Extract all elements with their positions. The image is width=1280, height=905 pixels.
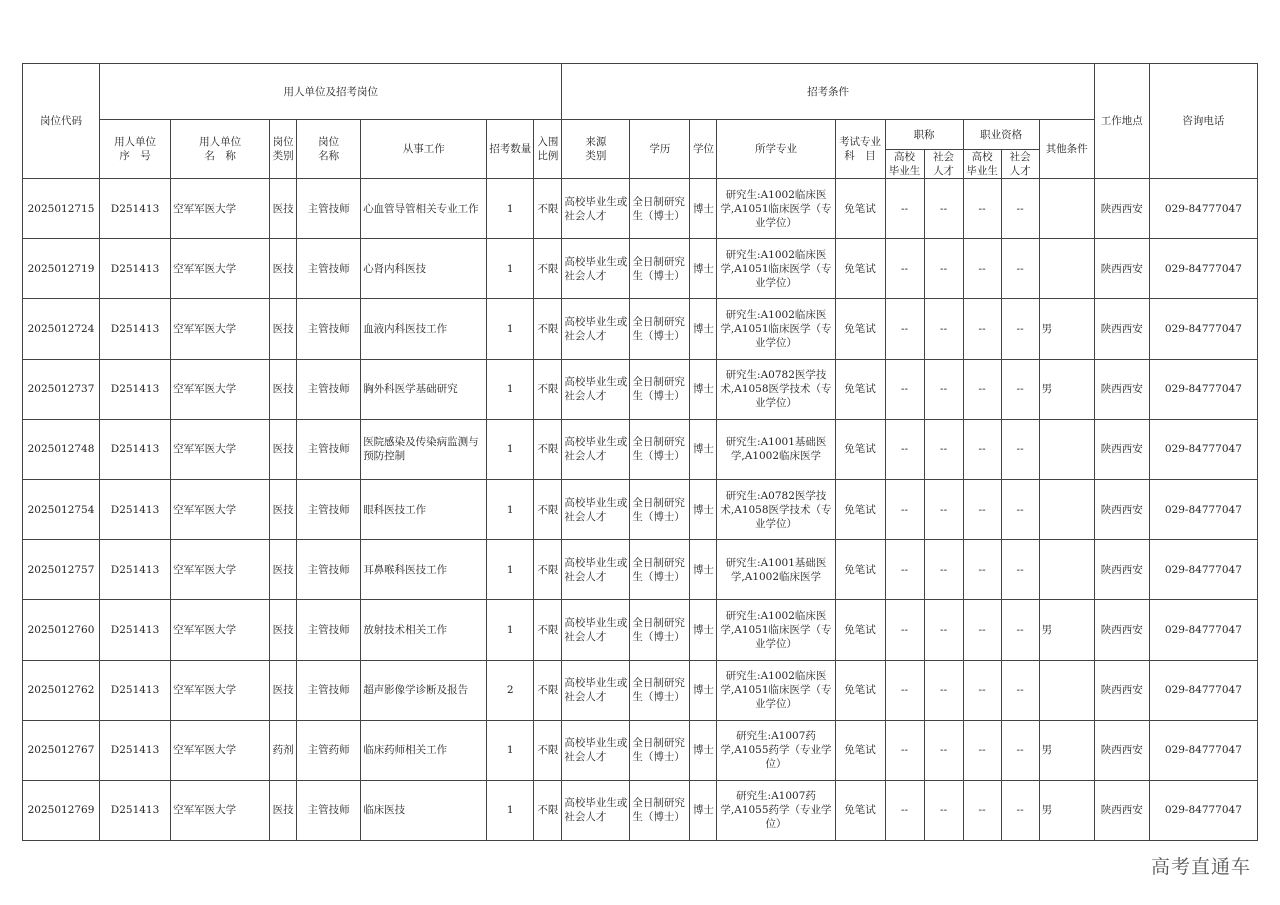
cell-unit-no: D251413 <box>100 720 171 780</box>
cell-post: 主管技师 <box>297 239 361 299</box>
cell-loc: 陕西西安 <box>1094 479 1149 539</box>
header-qual-grad: 高校 毕业生 <box>963 150 1001 179</box>
cell-major: 研究生:A1001基础医学,A1002临床医学 <box>717 540 835 600</box>
cell-source: 高校毕业生或社会人才 <box>562 179 630 239</box>
cell-post: 主管技师 <box>297 540 361 600</box>
cell-edu: 全日制研究生（博士） <box>630 660 690 720</box>
cell-exam: 免笔试 <box>835 540 885 600</box>
cell-q2: -- <box>1001 479 1039 539</box>
cell-unit-no: D251413 <box>100 479 171 539</box>
cell-source: 高校毕业生或社会人才 <box>562 720 630 780</box>
cell-q2: -- <box>1001 660 1039 720</box>
cell-unit: 空军军医大学 <box>171 479 270 539</box>
header-post-type: 岗位 类别 <box>270 120 297 179</box>
cell-unit-no: D251413 <box>100 299 171 359</box>
cell-t2: -- <box>924 419 963 479</box>
cell-q1: -- <box>963 540 1001 600</box>
header-location: 工作地点 <box>1094 64 1149 179</box>
header-qual-social: 社会 人才 <box>1001 150 1039 179</box>
cell-loc: 陕西西安 <box>1094 600 1149 660</box>
cell-t1: -- <box>885 359 924 419</box>
table-row <box>23 239 1258 299</box>
cell-source: 高校毕业生或社会人才 <box>562 479 630 539</box>
cell-type: 医技 <box>270 600 297 660</box>
cell-other: 男 <box>1039 359 1094 419</box>
cell-count: 1 <box>487 479 534 539</box>
cell-phone: 029-84777047 <box>1149 179 1257 239</box>
cell-source: 高校毕业生或社会人才 <box>562 780 630 840</box>
cell-source: 高校毕业生或社会人才 <box>562 540 630 600</box>
cell-work: 心肾内科医技 <box>361 239 487 299</box>
cell-source: 高校毕业生或社会人才 <box>562 299 630 359</box>
cell-code: 2025012719 <box>23 239 100 299</box>
cell-edu: 全日制研究生（博士） <box>630 299 690 359</box>
cell-edu: 全日制研究生（博士） <box>630 479 690 539</box>
cell-ratio: 不限 <box>534 780 562 840</box>
cell-t1: -- <box>885 419 924 479</box>
cell-q1: -- <box>963 600 1001 660</box>
cell-phone: 029-84777047 <box>1149 660 1257 720</box>
cell-major: 研究生:A0782医学技术,A1058医学技术（专业学位） <box>717 359 835 419</box>
cell-q1: -- <box>963 720 1001 780</box>
cell-other: 男 <box>1039 780 1094 840</box>
cell-other: 男 <box>1039 720 1094 780</box>
cell-phone: 029-84777047 <box>1149 359 1257 419</box>
cell-loc: 陕西西安 <box>1094 359 1149 419</box>
cell-exam: 免笔试 <box>835 600 885 660</box>
cell-unit-no: D251413 <box>100 179 171 239</box>
cell-unit-no: D251413 <box>100 780 171 840</box>
cell-exam: 免笔试 <box>835 239 885 299</box>
cell-code: 2025012737 <box>23 359 100 419</box>
cell-code: 2025012715 <box>23 179 100 239</box>
cell-code: 2025012760 <box>23 600 100 660</box>
cell-phone: 029-84777047 <box>1149 419 1257 479</box>
cell-q1: -- <box>963 359 1001 419</box>
cell-post: 主管技师 <box>297 600 361 660</box>
cell-work: 血液内科医技工作 <box>361 299 487 359</box>
cell-phone: 029-84777047 <box>1149 720 1257 780</box>
cell-phone: 029-84777047 <box>1149 239 1257 299</box>
cell-unit-no: D251413 <box>100 600 171 660</box>
cell-unit-no: D251413 <box>100 660 171 720</box>
cell-phone: 029-84777047 <box>1149 540 1257 600</box>
table-row <box>23 179 1258 239</box>
table-body <box>23 179 1258 841</box>
table-row <box>23 600 1258 660</box>
cell-phone: 029-84777047 <box>1149 600 1257 660</box>
cell-t2: -- <box>924 600 963 660</box>
cell-post: 主管技师 <box>297 479 361 539</box>
cell-t1: -- <box>885 299 924 359</box>
cell-degree: 博士 <box>690 540 717 600</box>
cell-code: 2025012757 <box>23 540 100 600</box>
cell-post: 主管技师 <box>297 780 361 840</box>
cell-count: 2 <box>487 660 534 720</box>
cell-q1: -- <box>963 239 1001 299</box>
cell-count: 1 <box>487 299 534 359</box>
cell-degree: 博士 <box>690 600 717 660</box>
cell-loc: 陕西西安 <box>1094 239 1149 299</box>
cell-degree: 博士 <box>690 419 717 479</box>
header-qualification: 职业资格 <box>963 120 1039 150</box>
cell-post: 主管技师 <box>297 419 361 479</box>
cell-other <box>1039 419 1094 479</box>
cell-phone: 029-84777047 <box>1149 479 1257 539</box>
cell-other: 男 <box>1039 600 1094 660</box>
header-group-conditions: 招考条件 <box>562 64 1094 120</box>
cell-unit: 空军军医大学 <box>171 600 270 660</box>
header-phone: 咨询电话 <box>1149 64 1257 179</box>
cell-t2: -- <box>924 359 963 419</box>
cell-code: 2025012769 <box>23 780 100 840</box>
cell-exam: 免笔试 <box>835 720 885 780</box>
cell-ratio: 不限 <box>534 299 562 359</box>
table-row <box>23 299 1258 359</box>
cell-other <box>1039 660 1094 720</box>
cell-phone: 029-84777047 <box>1149 299 1257 359</box>
cell-q2: -- <box>1001 359 1039 419</box>
cell-work: 超声影像学诊断及报告 <box>361 660 487 720</box>
cell-t1: -- <box>885 239 924 299</box>
cell-loc: 陕西西安 <box>1094 179 1149 239</box>
cell-work: 眼科医技工作 <box>361 479 487 539</box>
cell-q2: -- <box>1001 419 1039 479</box>
cell-q1: -- <box>963 179 1001 239</box>
cell-edu: 全日制研究生（博士） <box>630 359 690 419</box>
cell-type: 药剂 <box>270 720 297 780</box>
header-count: 招考数量 <box>487 120 534 179</box>
cell-ratio: 不限 <box>534 419 562 479</box>
cell-work: 胸外科医学基础研究 <box>361 359 487 419</box>
cell-q1: -- <box>963 479 1001 539</box>
table-row <box>23 780 1258 840</box>
cell-exam: 免笔试 <box>835 479 885 539</box>
cell-major: 研究生:A1002临床医学,A1051临床医学（专业学位） <box>717 600 835 660</box>
cell-t2: -- <box>924 540 963 600</box>
header-group-employer: 用人单位及招考岗位 <box>100 64 562 120</box>
cell-phone: 029-84777047 <box>1149 780 1257 840</box>
cell-unit: 空军军医大学 <box>171 780 270 840</box>
cell-ratio: 不限 <box>534 479 562 539</box>
cell-q1: -- <box>963 299 1001 359</box>
cell-other <box>1039 179 1094 239</box>
cell-major: 研究生:A1002临床医学,A1051临床医学（专业学位） <box>717 299 835 359</box>
cell-t2: -- <box>924 780 963 840</box>
cell-type: 医技 <box>270 780 297 840</box>
header-title-social: 社会 人才 <box>924 150 963 179</box>
cell-t1: -- <box>885 600 924 660</box>
cell-work: 医院感染及传染病监测与预防控制 <box>361 419 487 479</box>
cell-post: 主管技师 <box>297 359 361 419</box>
header-code: 岗位代码 <box>23 64 100 179</box>
cell-q1: -- <box>963 660 1001 720</box>
cell-count: 1 <box>487 600 534 660</box>
cell-count: 1 <box>487 239 534 299</box>
header-other: 其他条件 <box>1039 120 1094 179</box>
cell-edu: 全日制研究生（博士） <box>630 179 690 239</box>
cell-post: 主管药师 <box>297 720 361 780</box>
cell-edu: 全日制研究生（博士） <box>630 540 690 600</box>
table-row <box>23 419 1258 479</box>
cell-t2: -- <box>924 720 963 780</box>
cell-exam: 免笔试 <box>835 299 885 359</box>
header-title-grad: 高校 毕业生 <box>885 150 924 179</box>
cell-edu: 全日制研究生（博士） <box>630 419 690 479</box>
cell-major: 研究生:A1001基础医学,A1002临床医学 <box>717 419 835 479</box>
cell-unit-no: D251413 <box>100 359 171 419</box>
header-education: 学历 <box>630 120 690 179</box>
cell-count: 1 <box>487 540 534 600</box>
cell-q2: -- <box>1001 540 1039 600</box>
cell-unit: 空军军医大学 <box>171 660 270 720</box>
cell-type: 医技 <box>270 540 297 600</box>
cell-major: 研究生:A1007药学,A1055药学（专业学位） <box>717 720 835 780</box>
cell-count: 1 <box>487 419 534 479</box>
cell-t2: -- <box>924 239 963 299</box>
cell-t1: -- <box>885 540 924 600</box>
cell-loc: 陕西西安 <box>1094 299 1149 359</box>
cell-count: 1 <box>487 720 534 780</box>
header-ratio: 入围 比例 <box>534 120 562 179</box>
cell-code: 2025012748 <box>23 419 100 479</box>
cell-code: 2025012754 <box>23 479 100 539</box>
cell-ratio: 不限 <box>534 239 562 299</box>
cell-code: 2025012724 <box>23 299 100 359</box>
header-post-name: 岗位 名称 <box>297 120 361 179</box>
table-row <box>23 720 1258 780</box>
cell-type: 医技 <box>270 479 297 539</box>
cell-t2: -- <box>924 299 963 359</box>
cell-code: 2025012767 <box>23 720 100 780</box>
header-unit-name: 用人单位 名 称 <box>171 120 270 179</box>
cell-t2: -- <box>924 660 963 720</box>
cell-unit-no: D251413 <box>100 419 171 479</box>
cell-t1: -- <box>885 720 924 780</box>
cell-unit-no: D251413 <box>100 239 171 299</box>
cell-unit: 空军军医大学 <box>171 720 270 780</box>
cell-major: 研究生:A1007药学,A1055药学（专业学位） <box>717 780 835 840</box>
cell-q1: -- <box>963 419 1001 479</box>
cell-unit: 空军军医大学 <box>171 299 270 359</box>
cell-work: 临床医技 <box>361 780 487 840</box>
cell-ratio: 不限 <box>534 359 562 419</box>
cell-major: 研究生:A0782医学技术,A1058医学技术（专业学位） <box>717 479 835 539</box>
cell-work: 临床药师相关工作 <box>361 720 487 780</box>
cell-loc: 陕西西安 <box>1094 540 1149 600</box>
cell-edu: 全日制研究生（博士） <box>630 720 690 780</box>
cell-degree: 博士 <box>690 179 717 239</box>
cell-degree: 博士 <box>690 720 717 780</box>
cell-type: 医技 <box>270 660 297 720</box>
header-work: 从事工作 <box>361 120 487 179</box>
cell-q2: -- <box>1001 179 1039 239</box>
watermark: 高考直通车 <box>1150 856 1251 878</box>
cell-loc: 陕西西安 <box>1094 660 1149 720</box>
cell-unit: 空军军医大学 <box>171 419 270 479</box>
cell-loc: 陕西西安 <box>1094 780 1149 840</box>
table-row <box>23 660 1258 720</box>
cell-count: 1 <box>487 179 534 239</box>
cell-source: 高校毕业生或社会人才 <box>562 239 630 299</box>
cell-q1: -- <box>963 780 1001 840</box>
cell-other: 男 <box>1039 299 1094 359</box>
cell-t1: -- <box>885 179 924 239</box>
cell-ratio: 不限 <box>534 540 562 600</box>
cell-edu: 全日制研究生（博士） <box>630 239 690 299</box>
header-degree: 学位 <box>690 120 717 179</box>
cell-code: 2025012762 <box>23 660 100 720</box>
cell-exam: 免笔试 <box>835 780 885 840</box>
cell-t2: -- <box>924 479 963 539</box>
cell-work: 心血管导管相关专业工作 <box>361 179 487 239</box>
cell-other <box>1039 540 1094 600</box>
cell-degree: 博士 <box>690 660 717 720</box>
cell-unit: 空军军医大学 <box>171 179 270 239</box>
cell-type: 医技 <box>270 179 297 239</box>
header-exam: 考试专业 科 目 <box>835 120 885 179</box>
cell-exam: 免笔试 <box>835 359 885 419</box>
table-row <box>23 479 1258 539</box>
cell-exam: 免笔试 <box>835 419 885 479</box>
cell-degree: 博士 <box>690 359 717 419</box>
cell-work: 放射技术相关工作 <box>361 600 487 660</box>
cell-q2: -- <box>1001 239 1039 299</box>
cell-type: 医技 <box>270 299 297 359</box>
cell-edu: 全日制研究生（博士） <box>630 600 690 660</box>
cell-ratio: 不限 <box>534 720 562 780</box>
table-row <box>23 540 1258 600</box>
cell-exam: 免笔试 <box>835 660 885 720</box>
cell-degree: 博士 <box>690 479 717 539</box>
cell-ratio: 不限 <box>534 660 562 720</box>
cell-edu: 全日制研究生（博士） <box>630 780 690 840</box>
cell-type: 医技 <box>270 239 297 299</box>
header-title: 职称 <box>885 120 963 150</box>
header-major: 所学专业 <box>717 120 835 179</box>
cell-q2: -- <box>1001 780 1039 840</box>
cell-count: 1 <box>487 359 534 419</box>
cell-degree: 博士 <box>690 780 717 840</box>
cell-q2: -- <box>1001 720 1039 780</box>
cell-t2: -- <box>924 179 963 239</box>
cell-exam: 免笔试 <box>835 179 885 239</box>
cell-source: 高校毕业生或社会人才 <box>562 600 630 660</box>
cell-post: 主管技师 <box>297 660 361 720</box>
cell-type: 医技 <box>270 419 297 479</box>
header-unit-no: 用人单位 序 号 <box>100 120 171 179</box>
cell-q2: -- <box>1001 299 1039 359</box>
cell-major: 研究生:A1002临床医学,A1051临床医学（专业学位） <box>717 239 835 299</box>
cell-t1: -- <box>885 660 924 720</box>
recruitment-table <box>22 63 1258 841</box>
cell-degree: 博士 <box>690 299 717 359</box>
cell-other <box>1039 479 1094 539</box>
cell-unit-no: D251413 <box>100 540 171 600</box>
header-source: 来源 类别 <box>562 120 630 179</box>
cell-loc: 陕西西安 <box>1094 419 1149 479</box>
cell-t1: -- <box>885 780 924 840</box>
cell-other <box>1039 239 1094 299</box>
cell-q2: -- <box>1001 600 1039 660</box>
cell-loc: 陕西西安 <box>1094 720 1149 780</box>
cell-type: 医技 <box>270 359 297 419</box>
cell-source: 高校毕业生或社会人才 <box>562 419 630 479</box>
cell-t1: -- <box>885 479 924 539</box>
cell-unit: 空军军医大学 <box>171 540 270 600</box>
cell-count: 1 <box>487 780 534 840</box>
cell-unit: 空军军医大学 <box>171 359 270 419</box>
cell-post: 主管技师 <box>297 179 361 239</box>
cell-major: 研究生:A1002临床医学,A1051临床医学（专业学位） <box>717 660 835 720</box>
cell-source: 高校毕业生或社会人才 <box>562 660 630 720</box>
cell-degree: 博士 <box>690 239 717 299</box>
cell-post: 主管技师 <box>297 299 361 359</box>
cell-work: 耳鼻喉科医技工作 <box>361 540 487 600</box>
cell-unit: 空军军医大学 <box>171 239 270 299</box>
cell-ratio: 不限 <box>534 600 562 660</box>
cell-major: 研究生:A1002临床医学,A1051临床医学（专业学位） <box>717 179 835 239</box>
cell-ratio: 不限 <box>534 179 562 239</box>
cell-source: 高校毕业生或社会人才 <box>562 359 630 419</box>
table-row <box>23 359 1258 419</box>
